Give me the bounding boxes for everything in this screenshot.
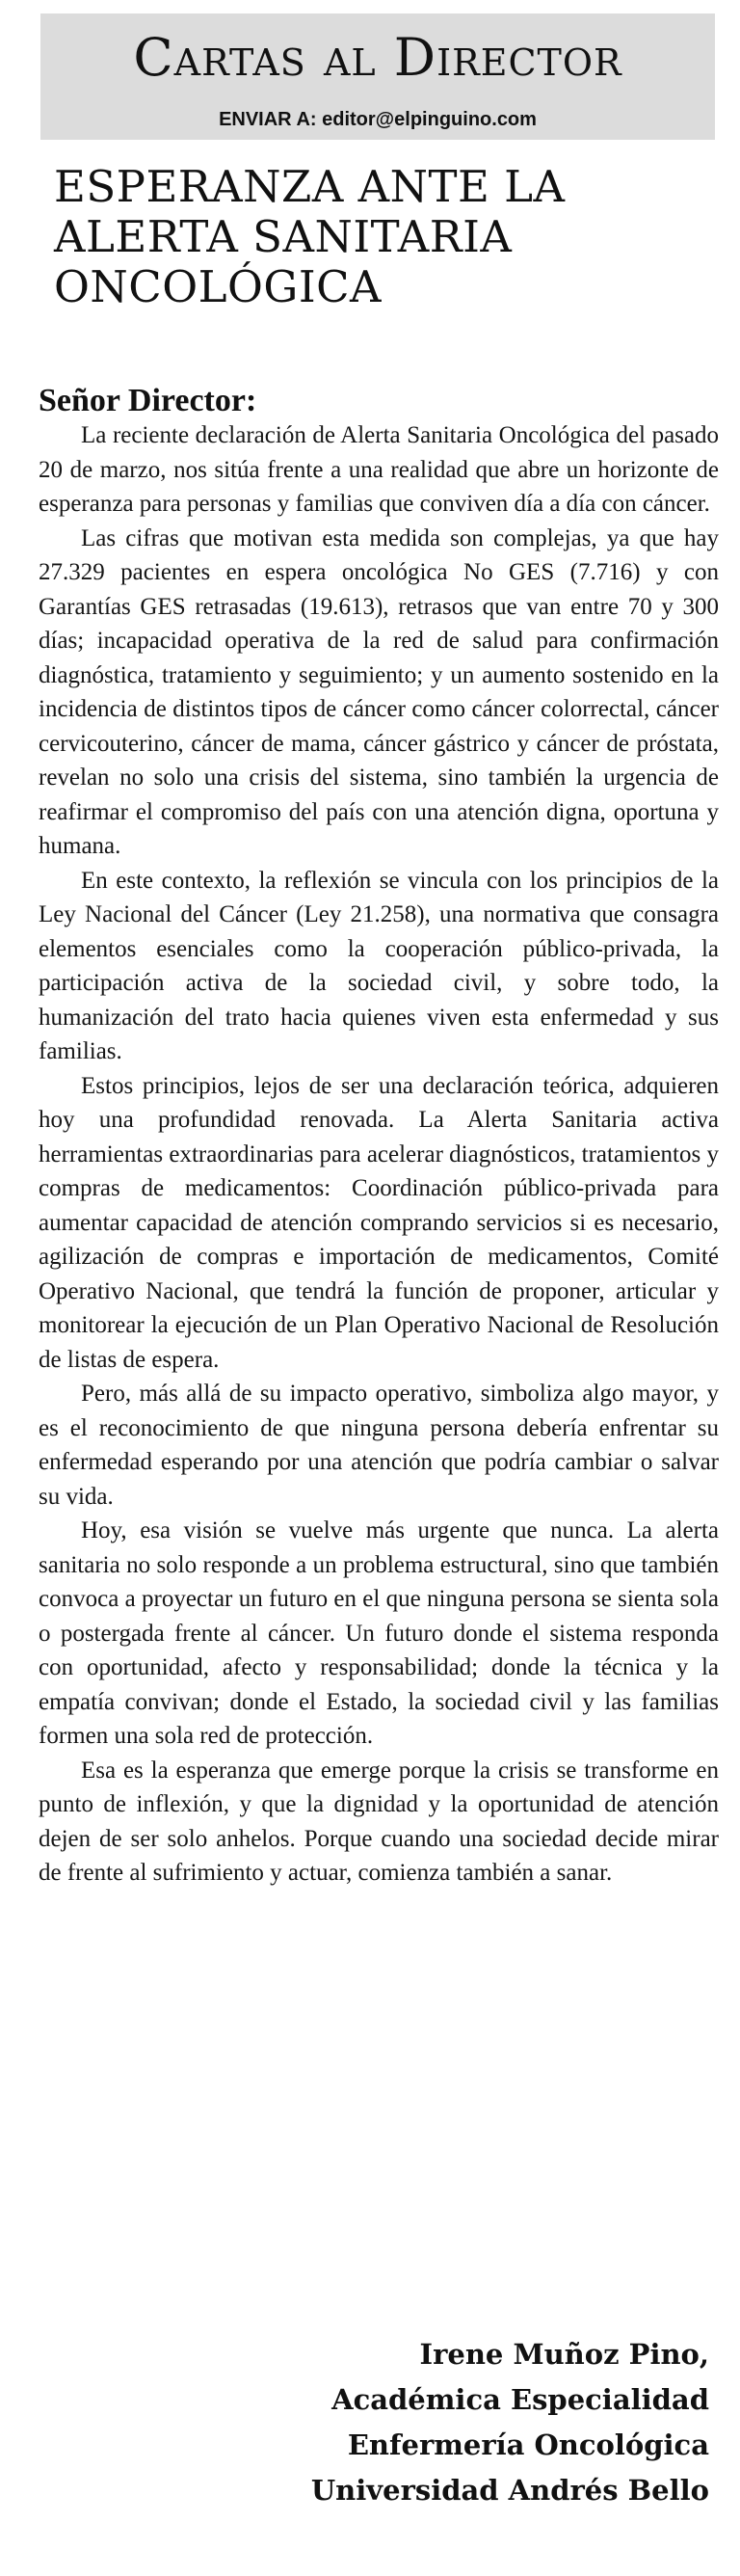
section-title [40,27,715,89]
letter-body [39,418,719,1891]
headline-line-1: ESPERANZA ANTE LA [54,161,566,212]
signature-institution: Universidad Andrés Bello [310,2474,709,2507]
letter-paragraph-3: En este contexto, la reflexión se vincula con los principios de la Ley Nacional del Cáncer (Ley 21.258), una normativa que consagra elementos esenciales como la cooperación público-privada, la participación activa de la sociedad civil, y sobre todo, la humanización del trato hacia quienes viven esta enfermedad y sus familias. [39,867,719,1064]
headline-line-3: ONCOLÓGICA [54,261,383,312]
letter-paragraph-5: Pero, más allá de su impacto operativo, simboliza algo mayor, y es el reconocimiento de que ninguna persona debería enfrentar su enfermedad esperando por una atención que podría cambiar o salvar su vida. [39,1381,719,1510]
letter-paragraph-6: Hoy, esa visión se vuelve más urgente que nunca. La alerta sanitaria no solo responde a un problema estructural, sino que también convoca a proyectar un futuro en el que ninguna persona se sienta sola o postergada frente al cáncer. Un futuro donde el sistema responda con oportunidad, afecto y responsabilidad; donde la técnica y la empatía convivan; donde el Estado, la sociedad civil y las familias formen una sola red de protección. [39,1517,719,1749]
section-header [40,13,715,140]
letter-salutation: Señor Director: [39,383,257,418]
submission-email-line: ENVIAR A: editor@elpinguino.com [219,109,537,130]
letter-paragraph-4: Estos principios, lejos de ser una declaración teórica, adquieren hoy una profundidad renovada. La Alerta Sanitaria activa herramientas extraordinarias para acelerar diagnósticos, tratamientos y compras de medicamentos: Coordinación público-privada para aumentar capacidad de atención comprando servicios si es necesario, agilización de compras e importación de medicamentos, Comité Operativo Nacional, que tendrá la función de proponer, articular y monitorear la ejecución de un Plan Operativo Nacional de Resolución de listas de espera. [39,1072,719,1373]
letter-paragraph-2: Las cifras que motivan esta medida son complejas, ya que hay 27.329 pacientes en espera oncológica No GES (7.716) y con Garantías GES retrasadas (19.613), retrasos que van entre 70 y 300 días; incapacidad operativa de la red de salud para confirmación diagnóstica, tratamiento y seguimiento; y un aumento sostenido en la incidencia de distintos tipos de cáncer como cáncer colorrectal, cáncer cervicouterino, cáncer de mama, cáncer gástrico y cáncer de próstata, revelan no solo una crisis del sistema, sino también la urgencia de reafirmar el compromiso del país con una atención digna, oportuna y humana. [39,524,719,859]
signature-specialty: Enfermería Oncológica [347,2428,709,2461]
letter-signature [311,2332,709,2513]
signature-position: Académica Especialidad [331,2383,709,2416]
letter-paragraph-7: Esa es la esperanza que emerge porque la crisis se transforme en punto de inflexión, y que la dignidad y la oportunidad de atención dejen de ser solo anhelos. Porque cuando una sociedad decide mirar de frente al sufrimiento y actuar, comienza también a sanar. [39,1757,719,1886]
letter-headline [54,162,709,312]
letter-paragraph-1: La reciente declaración de Alerta Sanitaria Oncológica del pasado 20 de marzo, nos sitúa frente a una realidad que abre un horizonte de esperanza para personas y familias que conviven día a día con cáncer. [39,422,719,517]
section-title-text: Cartas al Director [133,27,622,88]
signature-author-name: Irene Muñoz Pino, [419,2338,709,2371]
headline-line-2: ALERTA SANITARIA [54,211,513,262]
